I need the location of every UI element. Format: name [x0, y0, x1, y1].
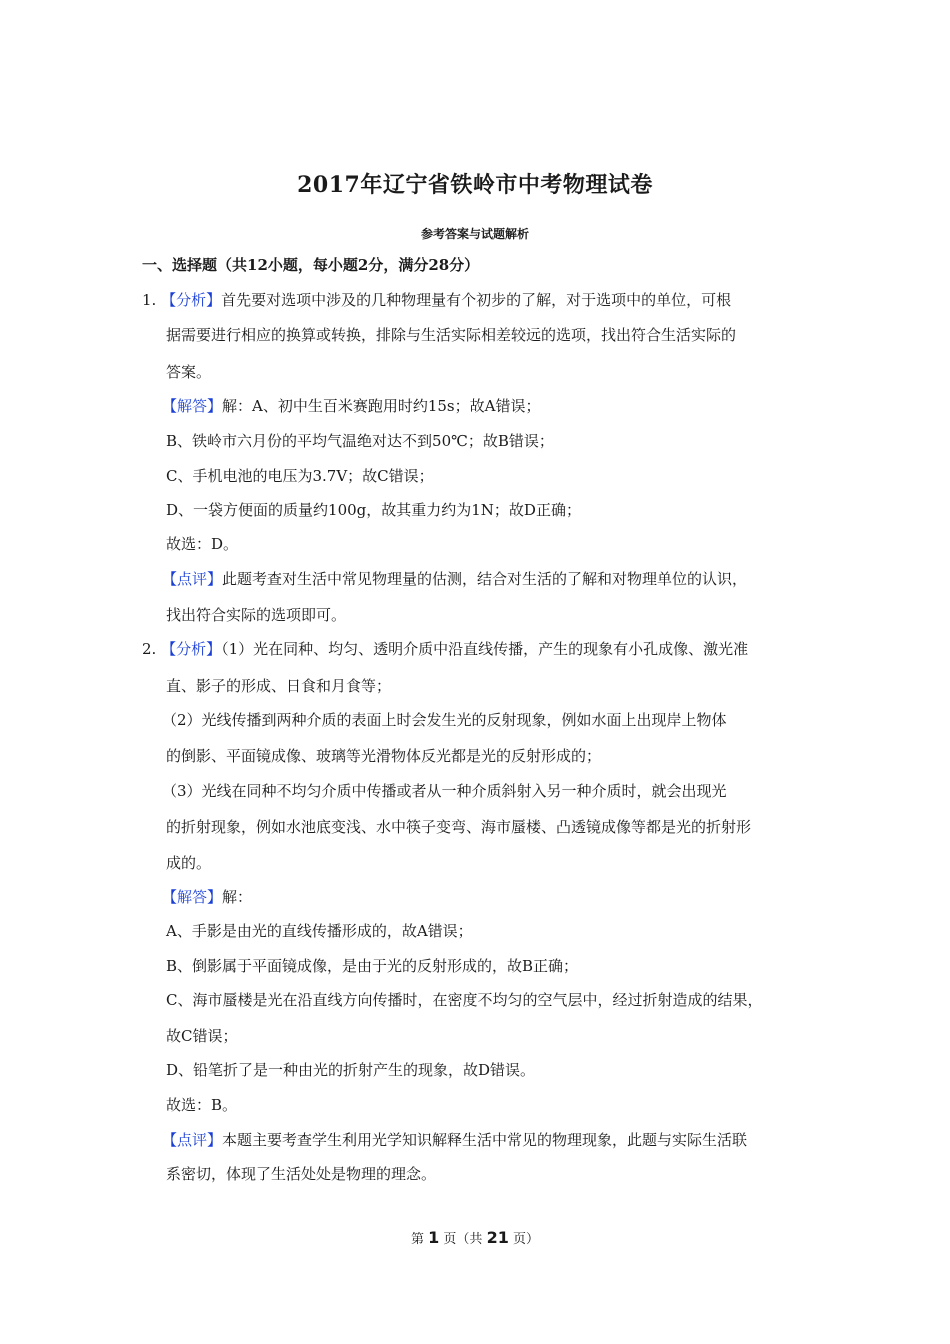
page-total: 21 — [486, 1228, 509, 1247]
q2-answer-line-d: D、铅笔折了是一种由光的折射产生的现象，故D错误。 — [166, 1061, 536, 1079]
q2-choice: 故选：B。 — [166, 1096, 238, 1114]
page-subtitle: 参考答案与试题解析 — [420, 227, 529, 241]
q2-comment-line-2: 系密切，体现了生活处处是物理的理念。 — [166, 1165, 437, 1183]
page-number: 1 — [428, 1228, 440, 1247]
q1-answer-line-d: D、一袋方便面的质量约100g，故其重力约为1N；故D正确； — [166, 501, 581, 519]
q1-comment-line-1: 【点评】此题考查对生活中常见物理量的估测，结合对生活的了解和对物理单位的认识， — [162, 570, 748, 588]
q1-answer-line-a: 【解答】解：A、初中生百米赛跑用时约15s；故A错误； — [162, 397, 541, 415]
q1-answer-line-c: C、手机电池的电压为3.7V；故C错误； — [166, 467, 434, 485]
q1-number: 1. — [142, 291, 157, 309]
q2-answer-intro: 【解答】解： — [162, 888, 253, 906]
q2-analysis-line-4: 的倒影、平面镜成像、玻璃等光滑物体反光都是光的反射形成的； — [166, 747, 602, 765]
page-title: 2017年辽宁省铁岭市中考物理试卷 — [297, 172, 653, 198]
q2-analysis-line-3: （2）光线传播到两种介质的表面上时会发生光的反射现象，例如水面上出现岸上物体 — [162, 711, 727, 729]
q2-analysis-line-5: （3）光线在同种不均匀介质中传播或者从一种介质斜射入另一种介质时，就会出现光 — [162, 782, 727, 800]
q1-answer-tag: 【解答】 — [162, 397, 223, 415]
q2-number: 2. — [142, 640, 157, 658]
q1-comment-tag: 【点评】 — [162, 570, 223, 588]
q2-analysis-line-6: 的折射现象，例如水池底变浅、水中筷子变弯、海市蜃楼、凸透镜成像等都是光的折射形 — [166, 818, 752, 836]
q2-answer-tag: 【解答】 — [162, 888, 223, 906]
q1-analysis-line-1: 1. 【分析】首先要对选项中涉及的几种物理量有个初步的了解，对于选项中的单位，可根 — [142, 291, 732, 309]
q2-analysis-tag: 【分析】 — [161, 640, 222, 658]
section-heading: 一、选择题（共12小题，每小题2分，满分28分） — [142, 256, 480, 274]
q2-comment-line-1: 【点评】本题主要考查学生利用光学知识解释生活中常见的物理现象，此题与实际生活联 — [162, 1131, 748, 1149]
q1-choice: 故选：D。 — [166, 535, 239, 553]
q1-comment-line-2: 找出符合实际的选项即可。 — [166, 606, 347, 624]
q1-analysis-tag: 【分析】 — [161, 291, 222, 309]
q2-answer-line-a: A、手影是由光的直线传播形成的，故A错误； — [166, 922, 473, 940]
page-footer: 第 1 页（共 21 页） — [410, 1228, 539, 1247]
q2-answer-line-b: B、倒影属于平面镜成像，是由于光的反射形成的，故B正确； — [166, 957, 579, 975]
q2-answer-line-c-2: 故C错误； — [166, 1027, 238, 1045]
q2-comment-tag: 【点评】 — [162, 1131, 223, 1149]
q1-analysis-line-3: 答案。 — [166, 363, 212, 381]
q2-analysis-line-2: 直、影子的形成、日食和月食等； — [166, 677, 392, 695]
q2-analysis-line-7: 成的。 — [166, 854, 212, 872]
q1-answer-line-b: B、铁岭市六月份的平均气温绝对达不到50℃；故B错误； — [166, 432, 554, 450]
q2-answer-line-c-1: C、海市蜃楼是光在沿直线方向传播时，在密度不均匀的空气层中，经过折射造成的结果， — [166, 991, 763, 1009]
q2-analysis-line-1: 2. 【分析】（1）光在同种、均匀、透明介质中沿直线传播，产生的现象有小孔成像、激光准 — [142, 640, 749, 658]
q1-analysis-line-2: 据需要进行相应的换算或转换，排除与生活实际相差较远的选项，找出符合生活实际的 — [166, 326, 737, 344]
